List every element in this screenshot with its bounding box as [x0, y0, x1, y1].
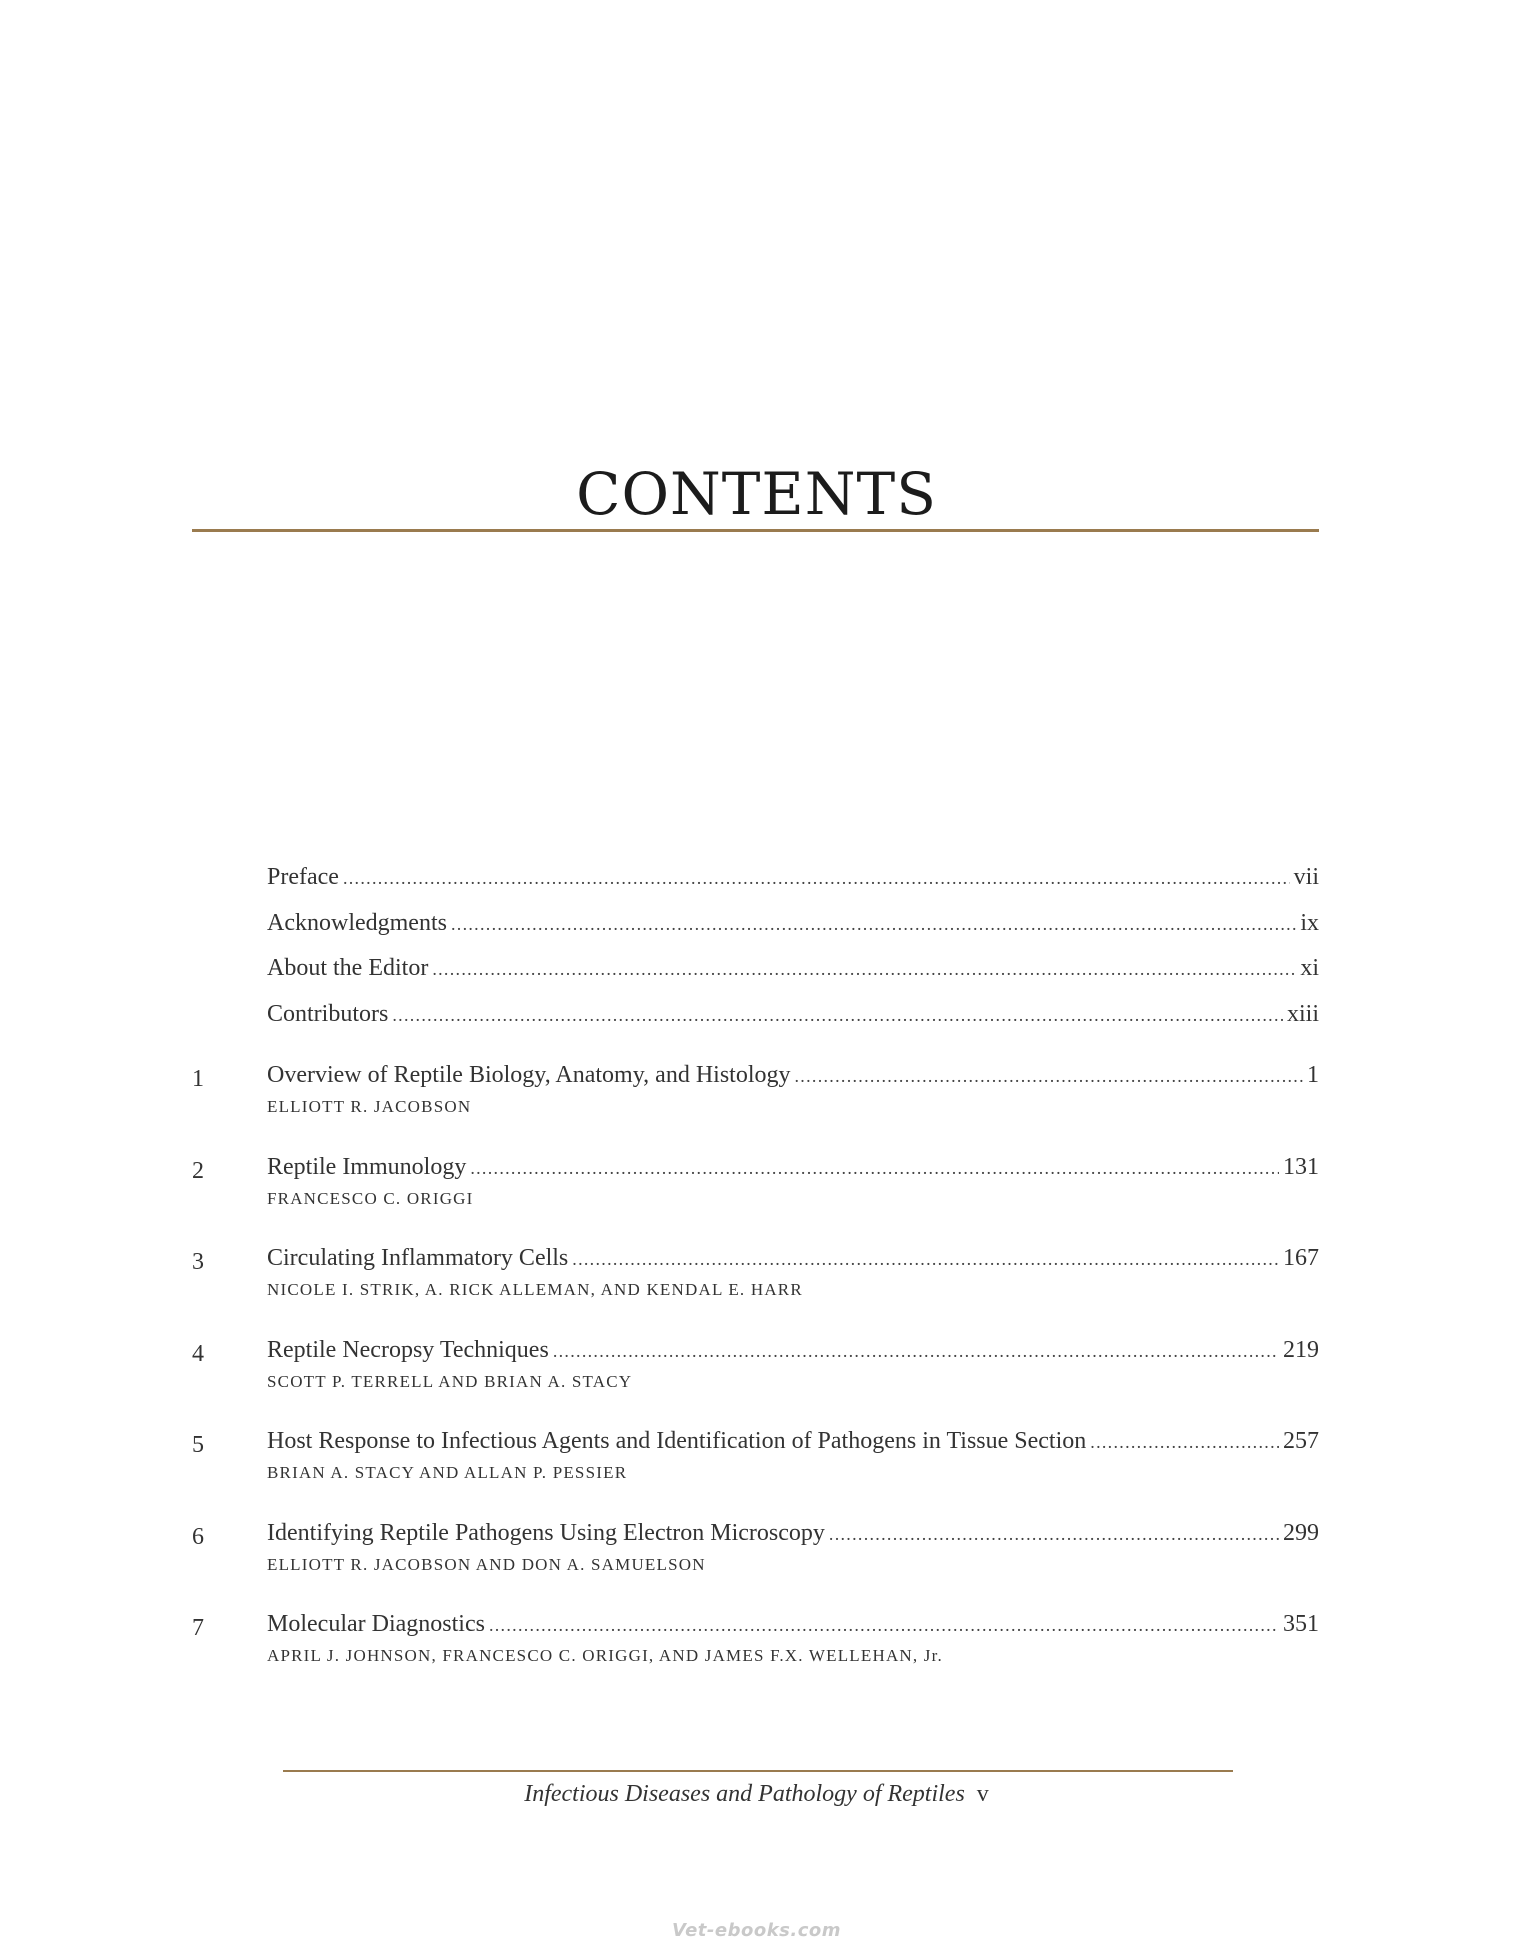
chapter-number: 2 — [192, 1158, 204, 1184]
chapter-title: Reptile Immunology — [267, 1154, 467, 1180]
chapter-page: 351 — [1283, 1611, 1319, 1637]
chapter-title: Host Response to Infectious Agents and Identification of Pathogens in Tissue Section — [267, 1428, 1087, 1454]
dot-leader — [451, 910, 1296, 937]
dot-leader — [553, 1337, 1279, 1364]
toc-chapter-2[interactable] — [192, 1154, 1319, 1234]
chapter-title: Molecular Diagnostics — [267, 1611, 485, 1637]
dot-leader — [392, 1001, 1283, 1028]
chapter-page: 1 — [1307, 1062, 1319, 1088]
chapter-title-line — [267, 1062, 1319, 1096]
toc-entry-page: xi — [1300, 955, 1319, 981]
chapter-page: 219 — [1283, 1337, 1319, 1363]
toc-chapter-7[interactable] — [192, 1611, 1319, 1691]
chapter-authors: APRIL J. JOHNSON, FRANCESCO C. ORIGGI, AND JAMES F.X. WELLEHAN, Jr. — [267, 1646, 943, 1665]
chapter-number: 4 — [192, 1341, 204, 1367]
footer-rule — [283, 1770, 1233, 1772]
chapter-number: 1 — [192, 1066, 204, 1092]
toc-entry-title: Preface — [267, 864, 339, 890]
dot-leader — [432, 955, 1296, 982]
dot-leader — [795, 1062, 1304, 1089]
chapter-title-line — [267, 1520, 1319, 1554]
chapter-title-line — [267, 1611, 1319, 1645]
toc-entry-contributors[interactable] — [267, 1001, 1319, 1035]
toc-entry-about-the-editor[interactable] — [267, 955, 1319, 989]
chapter-authors: ELLIOTT R. JACOBSON AND DON A. SAMUELSON — [267, 1555, 706, 1574]
chapter-authors: NICOLE I. STRIK, A. RICK ALLEMAN, AND KENDAL E. HARR — [267, 1280, 803, 1299]
dot-leader — [470, 1154, 1279, 1181]
dot-leader — [572, 1245, 1279, 1272]
table-of-contents — [192, 0, 1319, 1958]
chapter-authors: BRIAN A. STACY AND ALLAN P. PESSIER — [267, 1463, 628, 1482]
dot-leader — [489, 1611, 1279, 1638]
toc-entry-title: About the Editor — [267, 955, 429, 981]
chapter-authors: ELLIOTT R. JACOBSON — [267, 1097, 472, 1116]
toc-chapter-5[interactable] — [192, 1428, 1319, 1508]
chapter-authors: FRANCESCO C. ORIGGI — [267, 1189, 474, 1208]
toc-entry-page: xiii — [1286, 1001, 1319, 1027]
toc-entry-title: Acknowledgments — [267, 910, 447, 936]
watermark-logo: Vet-ebooks.com — [671, 1920, 842, 1941]
chapter-page: 131 — [1283, 1154, 1319, 1180]
running-footer — [0, 1777, 1513, 1811]
chapter-title-line — [267, 1337, 1319, 1371]
dot-leader — [343, 864, 1290, 891]
chapter-page: 167 — [1283, 1245, 1319, 1271]
chapter-number: 5 — [192, 1432, 204, 1458]
chapter-title-line — [267, 1154, 1319, 1188]
chapter-title-line — [267, 1428, 1319, 1462]
toc-chapter-6[interactable] — [192, 1520, 1319, 1600]
dot-leader — [1090, 1428, 1279, 1455]
chapter-title: Reptile Necropsy Techniques — [267, 1337, 549, 1363]
chapter-title-line — [267, 1245, 1319, 1279]
toc-chapter-3[interactable] — [192, 1245, 1319, 1325]
chapter-number: 3 — [192, 1249, 204, 1275]
chapter-number: 7 — [192, 1615, 204, 1641]
dot-leader — [829, 1520, 1279, 1547]
chapter-page: 299 — [1283, 1520, 1319, 1546]
toc-entry-page: ix — [1300, 910, 1319, 936]
toc-entry-title: Contributors — [267, 1001, 389, 1027]
toc-entry-preface[interactable] — [267, 864, 1319, 898]
chapter-title: Overview of Reptile Biology, Anatomy, and Histology — [267, 1062, 791, 1088]
toc-chapter-4[interactable] — [192, 1337, 1319, 1417]
chapter-number: 6 — [192, 1524, 204, 1550]
toc-chapter-1[interactable] — [192, 1062, 1319, 1142]
toc-entry-page: vii — [1293, 864, 1319, 890]
chapter-title: Identifying Reptile Pathogens Using Electron Microscopy — [267, 1520, 825, 1546]
chapter-page: 257 — [1283, 1428, 1319, 1454]
chapter-authors: SCOTT P. TERRELL AND BRIAN A. STACY — [267, 1372, 633, 1391]
footer-page-number: v — [976, 1781, 989, 1807]
footer-book-title: Infectious Diseases and Pathology of Reptiles — [524, 1781, 965, 1807]
toc-entry-acknowledgments[interactable] — [267, 910, 1319, 944]
chapter-title: Circulating Inflammatory Cells — [267, 1245, 569, 1271]
page-title: CONTENTS — [576, 460, 937, 528]
